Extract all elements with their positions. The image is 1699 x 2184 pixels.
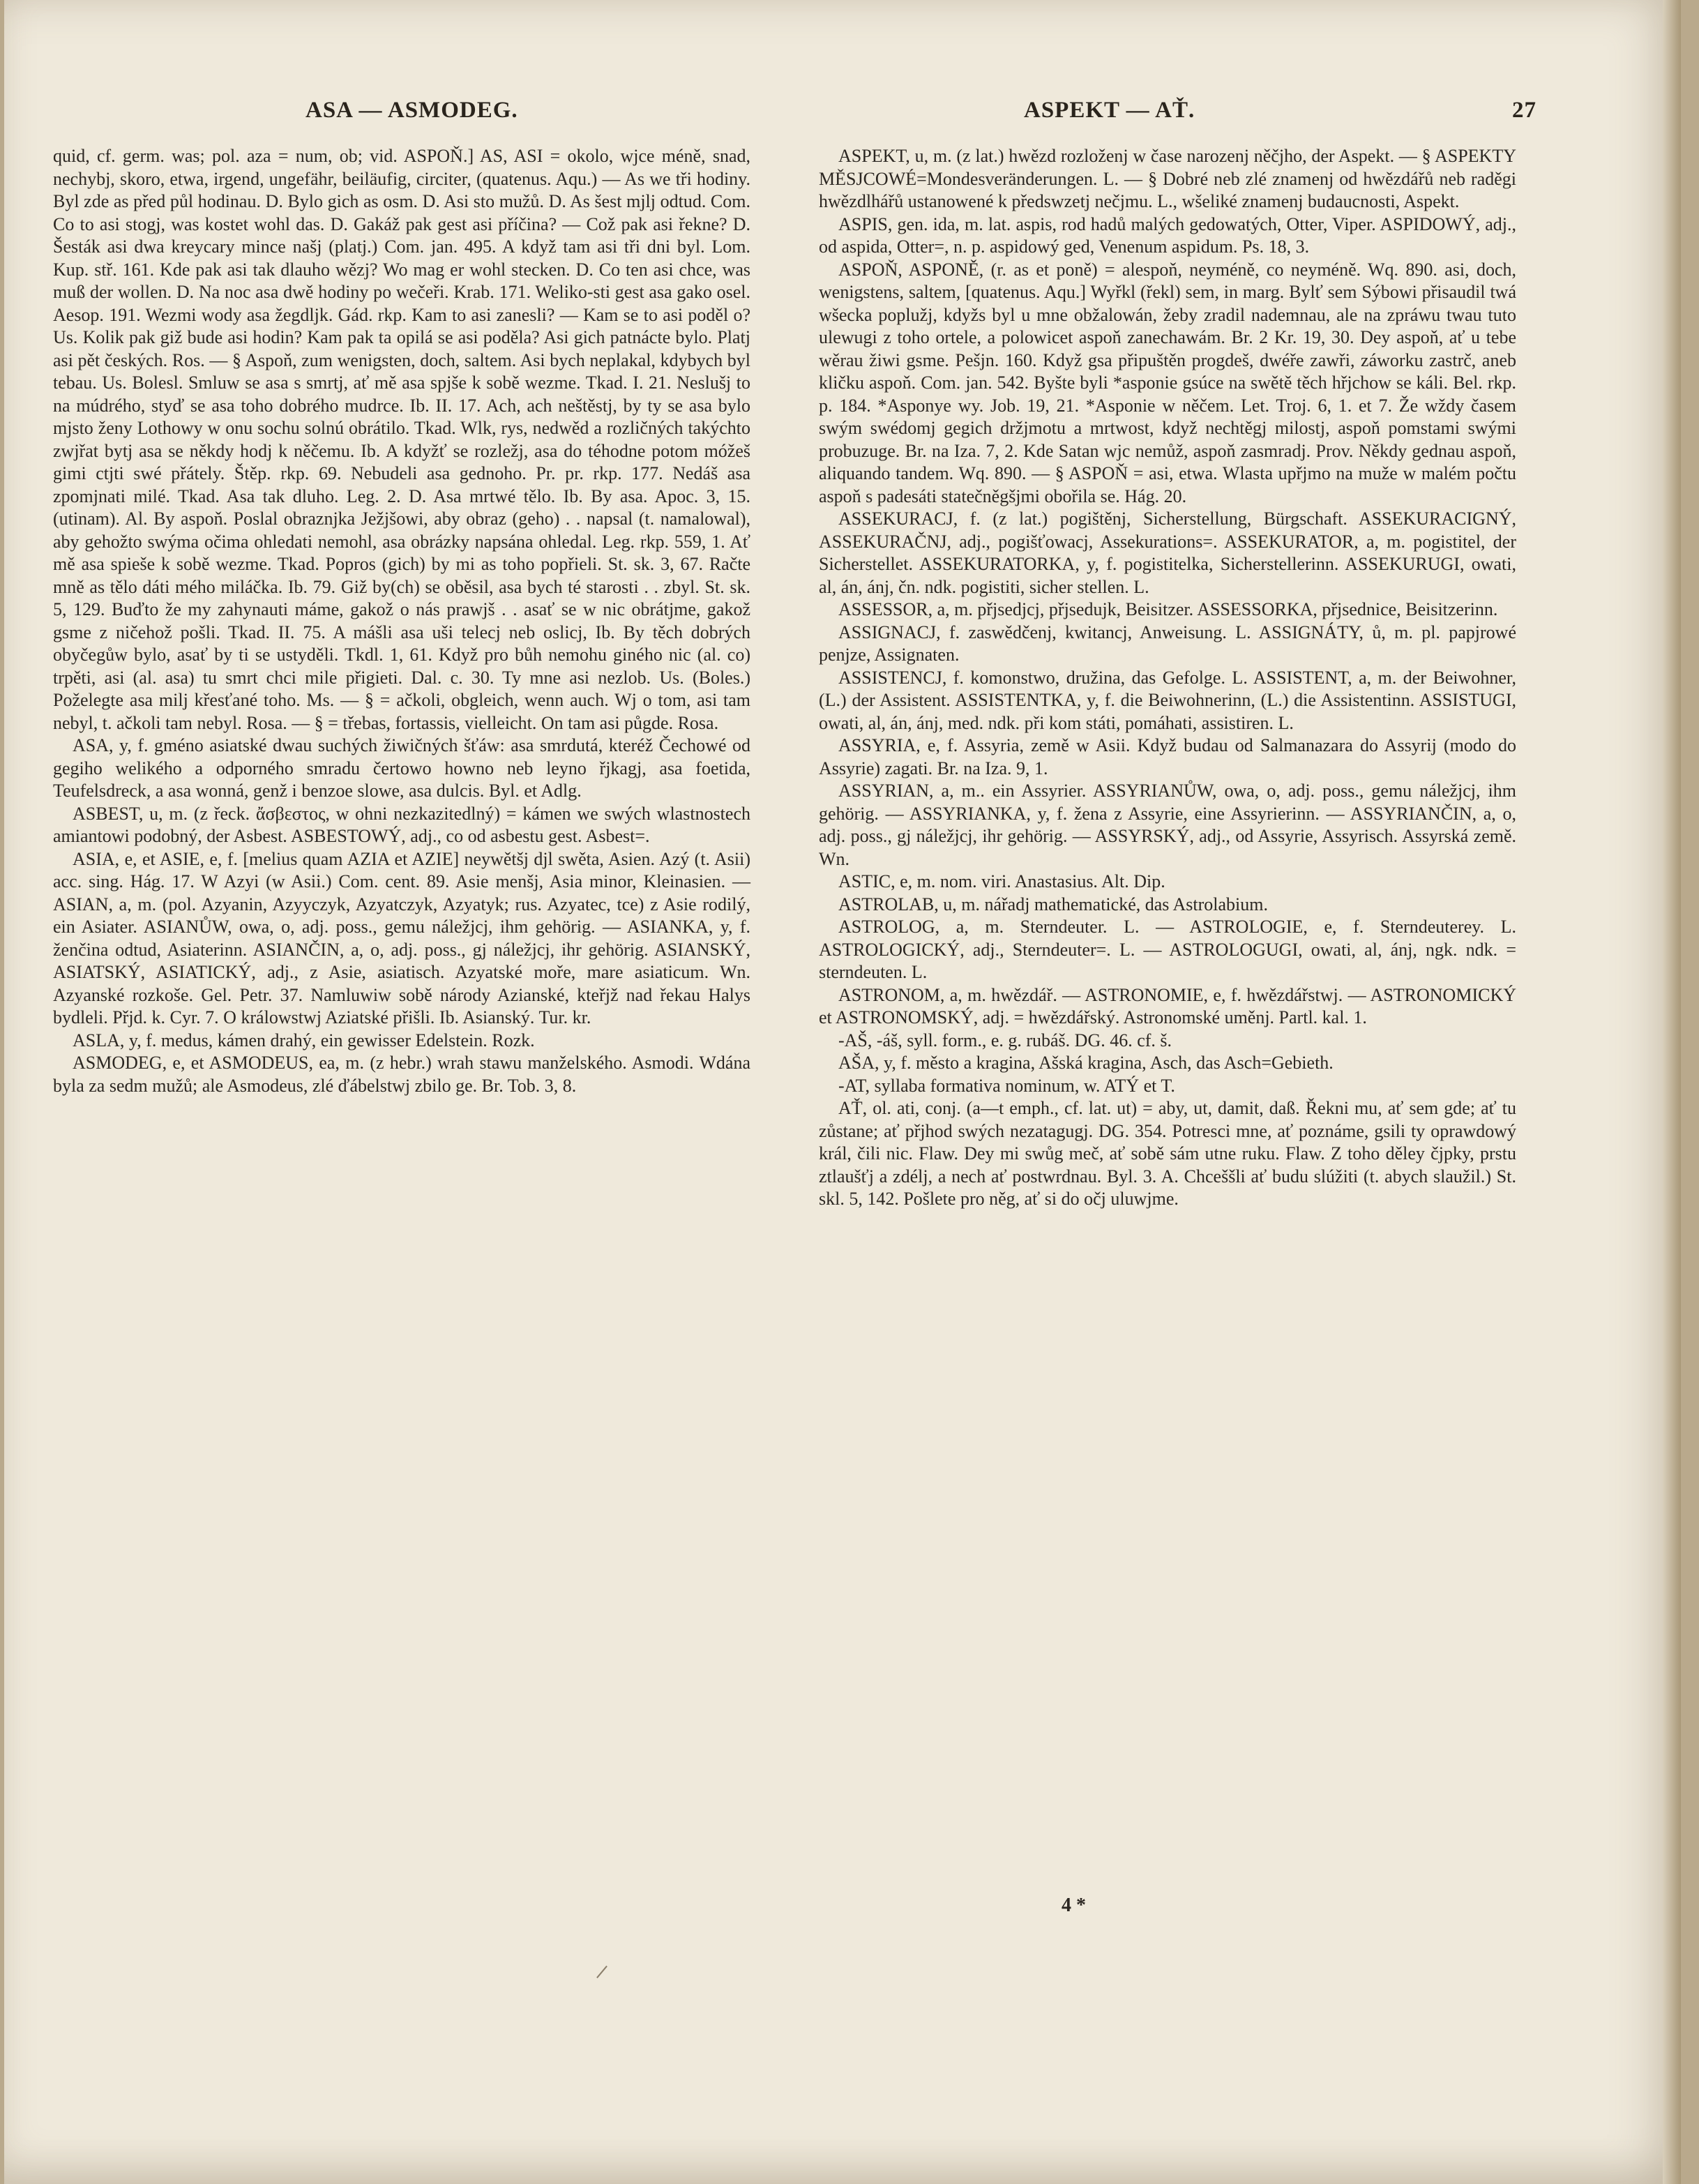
entry-assekuracj: ASSEKURACJ, f. (z lat.) pogištěnj, Sicherstellung, Bürgschaft. ASSEKURACIGNÝ, ASSEKURAČNJ, adj., pogišťowacj, Assekurations=. ASSEKURATOR, a, m. pogistitel, der Sicherstellet. ASSEKURATORKA, y, f. pogistitelka, Sicherstellerinn. ASSEKURUGI, owati, al, án, ánj, čn. ndk. pogistiti, sicher stellen. L.	[819, 509, 1516, 597]
entry-aspekt: ASPEKT, u, m. (z lat.) hwězd rozloženj w čase narozenj něčjho, der Aspekt. — § ASPEKTY MĚSJCOWÉ=Mondesveränderungen. L. — § Dobré neb zlé znamenj od hwězdářů neb raděgi hwězdlhářů ustanowené k předswzetj nečjmu. L., wšeliké znamenj budaucnosti, Aspekt.	[819, 146, 1516, 211]
entry-aspon: ASPOŇ, ASPONĚ, (r. as et poně) = alespoň, neyméně, co neyméně. Wq. 890. asi, doch, wenigstens, saltem, [quatenus. Aqu.] Wyřkl (řekl) sem, in marg. Bylť sem Sýbowi přisaudil twá wšecka poplužj, kdyžs byl u mne obžalowán, žeby zradil nademnau, ale na zpráwu twau tuto ulewugi z toho ortele, a polowicet aspoň zanechawám. Br. 2 Kr. 19, 30. Dey aspoň, ať u tebe wěrau žiwi gsme. Pešjn. 160. Když gsa připuštěn progdeš, dwéře zawři, záworku zastrč, aneb kličku aspoň. Com. jan. 542. Byšte byli *asponie gsúce na swětě těch hřjchow se káli. Bel. rkp. p. 184. *Asponye wy. Job. 19, 21. *Asponie w něčem. Let. Troj. 6, 1. et 7. Že wždy časem swým swédomj gegich držjmotu a mrtwost, když nechtěgj milostj, aspoň pomstami swými probuzuge. Br. na Iza. 7, 2. Kde Satan wjc nemůž, aspoň zasmradj. Prov. Někdy gednau aspoň, aliquando tandem. Wq. 890. — § ASPOŇ = asi, etwa. Wlasta upřjmo na muže w malém počtu aspoň s padesáti statečněgšjmi obořila se. Hág. 20.	[819, 259, 1516, 506]
entry-as-suffix: -AŠ, -áš, syll. form., e. g. rubáš. DG. 46. cf. š.	[838, 1030, 1172, 1050]
entry-at-conj: AŤ, ol. ati, conj. (a—t emph., cf. lat. ut) = aby, ut, damit, daß. Řekni mu, ať sem gde; ať tu zůstane; ať přjhod swých nezatagugj. DG. 354. Potresci mne, ať poznáme, gsili ty oprawdowý král, čili nic. Flaw. Dey mi swůg meč, ať sobě sám utne ruku. Flaw. Z toho děley čjpky, prstu ztlaušťj a zdélj, a nech ať postwrdnau. Byl. 3. A. Chceššli ať budu slúžiti (t. abych slaužil.) St. skl. 5, 142. Pošlete pro něg, ať si do očj uluwjme.	[819, 1098, 1516, 1209]
entry-asa: ASA, y, f. gméno asiatské dwau suchých žiwičných šťáw: asa smrdutá, kteréž Čechowé od gegiho welikého a odporného smradu čertowo howno neb leyno řjkagj, asa foetida, Teufelsdreck, a asa wonná, genž i benzoe slowe, asa dulcis. Byl. et Adlg.	[53, 735, 750, 801]
signature-mark: 4 *	[1062, 1895, 1086, 1916]
entry-astronom: ASTRONOM, a, m. hwězdář. — ASTRONOMIE, e, f. hwězdářstwj. — ASTRONOMICKÝ et ASTRONOMSKÝ, adj. = hwězdářský. Astronomské uměnj. Partl. kal. 1.	[819, 984, 1516, 1027]
entry-asbest: ASBEST, u, m. (z řeck. ἄσβεστος, w ohni nezkazitedlný) = kámen we swých wlastnostech amiantowi podobný, der Asbest. ASBESTOWÝ, adj., co od asbestu gest. Asbest=.	[53, 803, 750, 846]
entry-assistencj: ASSISTENCJ, f. komonstwo, družina, das Gefolge. L. ASSISTENT, a, m. der Beiwohner, (L.) der Assistent. ASSISTENTKA, y, f. die Beiwohnerinn, (L.) die Assistentinn. ASSISTUGI, owati, al, án, ánj, med. ndk. při kom státi, pomáhati, assistiren. L.	[819, 667, 1516, 733]
entry-astic: ASTIC, e, m. nom. viri. Anastasius. Alt. Dip.	[838, 871, 1165, 891]
entry-astrolog: ASTROLOG, a, m. Sterndeuter. L. — ASTROLOGIE, e, f. Sterndeuterey. L. ASTROLOGICKÝ, adj., Sterndeuter=. L. — ASTROLOGUGI, owati, al, ánj, ngk. ndk. = sterndeuten. L.	[819, 917, 1516, 982]
entry-aspis: ASPIS, gen. ida, m. lat. aspis, rod hadů malých gedowatých, Otter, Viper. ASPIDOWÝ, adj., od aspida, Otter=, n. p. aspidowý ged, Venenum aspidum. Ps. 18, 3.	[819, 213, 1516, 257]
entry-asi-continued: quid, cf. germ. was; pol. aza = num, ob; vid. ASPOŇ.] AS, ASI = okolo, wjce méně, snad, nechybj, skoro, etwa, irgend, ungefähr, beiläufig, circiter, (quatenus. Aqu.) — As we tři hodiny. Byl zde as před půl hodinau. D. Bylo gich as osm. D. Asi sto mužů. D. As šest mjlj odtud. Com. Co to asi stogj, was kostet wohl das. D. Gakáž pak gest asi příčina? — Což pak asi řekne? D. Šesták asi dwa kreycary mince našj (platj.) Com. jan. 495. A když tam asi tři dni byl. Lom. Kup. stř. 161. Kde pak asi tak dlauho wězj? Wo mag er wohl stecken. D. Co ten asi chce, was muß der wollen. D. Na noc asa dwě hodiny po wečeři. Krab. 171. Weliko-sti gest asa gako osel. Aesop. 191. Wezmi wody asa žegdljk. Gád. rkp. Kam to asi zanesli? — Kam se to asi poděl o? Us. Kolik pak giž bude asi hodin? Kam pak ta opilá se asi poděla? Asi gich patnácte bylo. Platj asi pět českých. Ros. — § Aspoň, zum wenigsten, doch, saltem. Asi bych neplakal, kdybych byl tebau. Us. Bolesl. Smluw se asa s smrtj, ať mě asa spjše k sobě wezme. Tkad. I. 21. Neslušj to na múdrého, styď se asa toho dobrého mudrce. Ib. II. 17. Ach, ach neštěstj, by ty se asa bylo mjsto ženy Lothowy w onu sochu solnú obrátilo. Tkad. Wlk, rys, nedwěd a rozličných takýchto zwjřat bytj asa se někdy hodj k něčemu. Ib. A kdyžť se rozležj, asa do téhodne potom móžeš gimi ctjti swé přátely. Štěp. rkp. 69. Nebudeli asa gednoho. Pr. pr. rkp. 177. Nedáš asa zpomjnati milé. Tkad. Asa tak dluho. Leg. 2. D. Asa mrtwé tělo. Ib. By asa. Apoc. 3, 15. (utinam). Al. By aspoň. Poslal obraznjka Ježjšowi, aby obraz (geho) . . napsal (t. namalowal), aby gehožto swýma očima ohledati nemohl, asa obrázky napsána ohledal. Leg. rkp. 559, 1. Ať mě asa spieše k sobě wezme. Tkad. Popros (gich) by mi as toho popřieli. St. sk. 3, 67. Račte mně as tělo dáti mého miláčka. Ib. 79. Giž by(ch) se oběsil, asa bych té starosti . . zbyl. St. sk. 5, 129. Buďto že my zahynauti máme, gakož o nás prawjš . . asať se w nic obrátjme, gakož gsme z ničehož pošli. Tkad. II. 75. A mášli asa uši telecj neb oslicj, Ib. By těch dobrých obyčegůw bylo, asať by ti se ustyděli. Tkdl. 1, 61. Když pro bůh nemohu giného nic (al. co) trpěti, asi (al. asa) tu smrt chci mile přigieti. Dal. c. 30. Ty mne asi nezlob. Us. (Boles.) Poželegte asa milj křesťané toho. Ms. — § = ačkoli, obgleich, wenn auch. Wj o tom, asi tam nebyl, t. ačkoli tam nebyl. Rosa. — § = třebas, fortassis, vielleicht. On tam asi půgde. Rosa.	[53, 146, 750, 733]
left-column	[53, 145, 750, 1097]
left-running-head: ASA — ASMODEG.	[305, 98, 518, 123]
right-running-head: ASPEKT — AŤ.	[1024, 98, 1195, 123]
entry-astrolab: ASTROLAB, u, m. nářadj mathematické, das Astrolabium.	[838, 894, 1268, 914]
entry-asia: ASIA, e, et ASIE, e, f. [melius quam AZIA et AZIE] neywětšj djl swěta, Asien. Azý (t. Asii) acc. sing. Hág. 17. W Azyi (w Asii.) Com. cent. 89. Asie menšj, Asia minor, Kleinasien. — ASIAN, a, m. (pol. Azyanin, Azyyczyk, Azyatczyk, Azyatyk; rus. Azyatec, tce) z Asie rodilý, ein Asiater. ASIANŮW, owa, o, adj. poss., gemu náležjcj, ihm gehörig. — ASIANKA, y, f. ženčina odtud, Asiaterinn. ASIANČIN, a, o, adj. poss., gj náležjcj, ihr gehörig. ASIANSKÝ, ASIATSKÝ, ASIATICKÝ, adj., z Asie, asiatisch. Azyatské moře, mare asiaticum. Wn. Azyanské rozkoše. Gel. Petr. 37. Namluwiw sobě národy Azianské, kteřjž nad řekau Halys bydleli. Přjd. k. Cyr. 7. O králowstwj Aziatské přišli. Ib. Asianský. Tur. kr.	[53, 848, 750, 1027]
book-page	[4, 0, 1681, 2184]
entry-at-suffix: -AT, syllaba formativa nominum, w. ATÝ et T.	[838, 1075, 1175, 1096]
entry-assyria: ASSYRIA, e, f. Assyria, země w Asii. Když budau od Salmanazara do Assyrij (modo do Assyrie) zagati. Br. na Iza. 9, 1.	[819, 735, 1516, 778]
entry-assignacj: ASSIGNACJ, f. zaswědčenj, kwitancj, Anweisung. L. ASSIGNÁTY, ů, m. pl. papjrowé penjze, Assignaten.	[819, 622, 1516, 665]
page-number: 27	[1512, 98, 1536, 123]
entry-assessor: ASSESSOR, a, m. přjsedjcj, přjsedujk, Beisitzer. ASSESSORKA, přjsednice, Beisitzerinn.	[838, 599, 1498, 619]
pencil-mark	[596, 1966, 607, 1978]
entry-assyrian: ASSYRIAN, a, m.. ein Assyrier. ASSYRIANŮW, owa, o, adj. poss., gemu náležjcj, ihm gehörig. — ASSYRIANKA, y, f. žena z Assyrie, eine Assyrierinn. — ASSYRIANČIN, a, o, adj. poss., gj náležjcj, ihr gehörig. — ASSYRSKÝ, adj., od Assyrie, Assyrisch. Assyrská země. Wn.	[819, 781, 1516, 869]
entry-asa-town: AŠA, y, f. město a kragina, Ašská kragina, Asch, das Asch=Gebieth.	[838, 1053, 1334, 1073]
page-edge	[1663, 0, 1681, 2184]
right-column	[819, 145, 1516, 1211]
entry-asmodeg: ASMODEG, e, et ASMODEUS, ea, m. (z hebr.) wrah stawu manželského. Asmodi. Wdána byla za sedm mužů; ale Asmodeus, zlé ďábelstwj zbilo ge. Br. Tob. 3, 8.	[53, 1053, 750, 1096]
entry-asla: ASLA, y, f. medus, kámen drahý, ein gewisser Edelstein. Rozk.	[73, 1030, 535, 1050]
